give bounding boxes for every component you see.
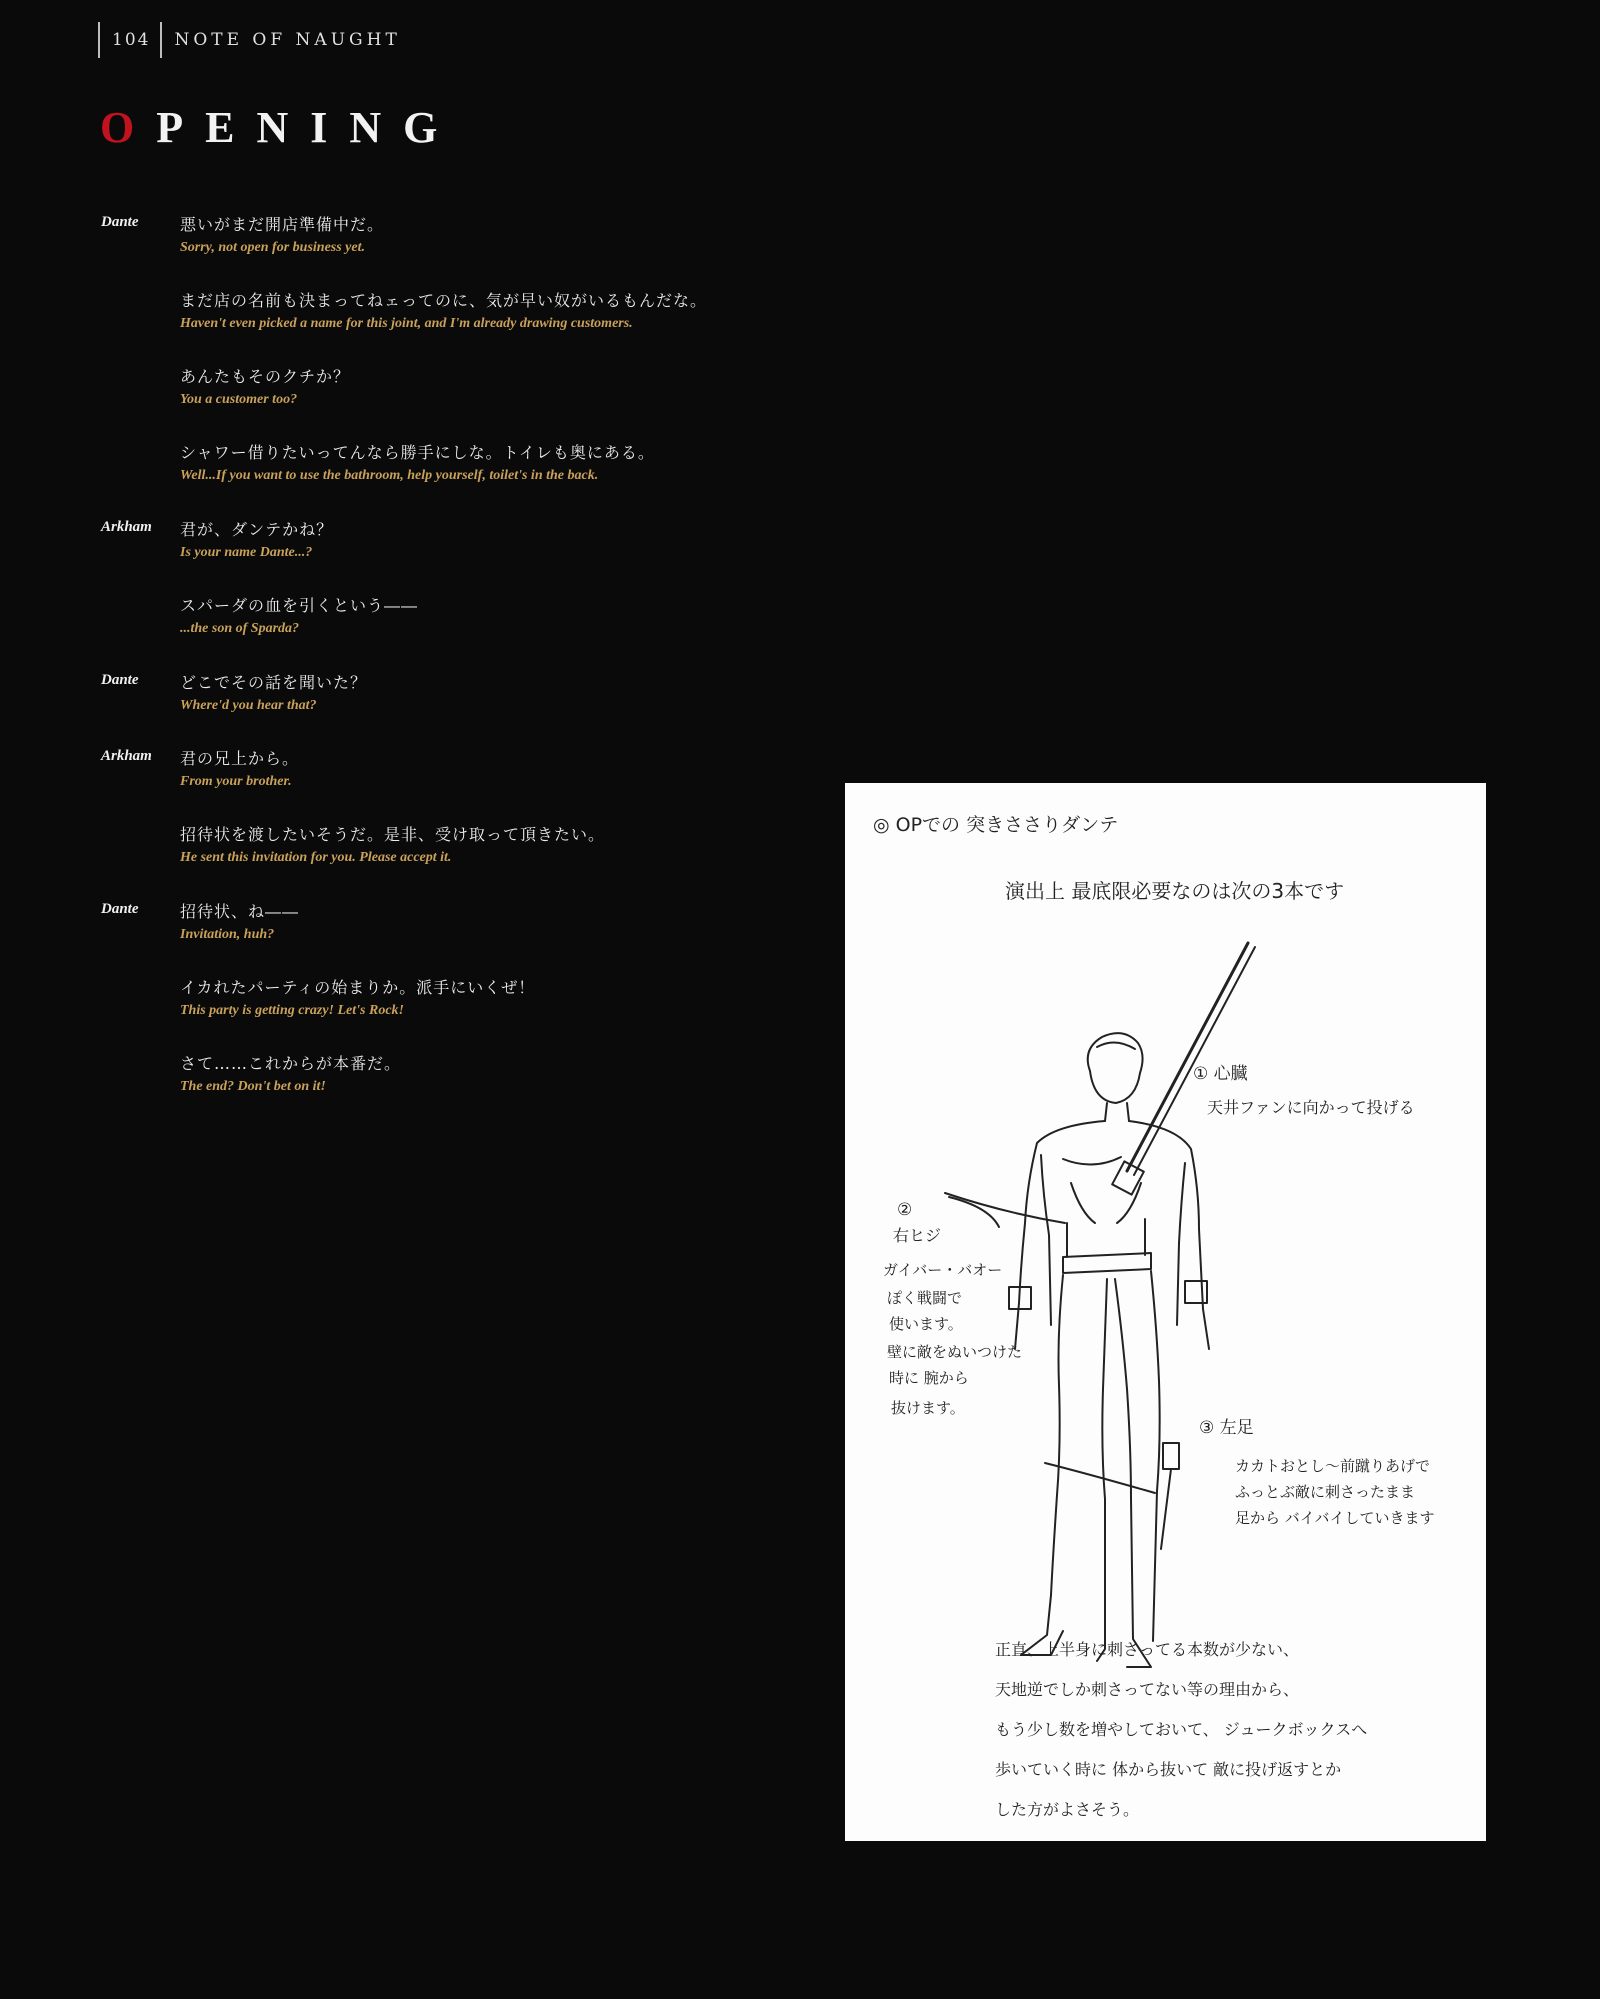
japanese-line: さて……これからが本番だ。 [180,1054,402,1073]
english-line: The end? Don't bet on it! [180,1079,326,1094]
note-2-line: 時に 腕から [889,1369,969,1387]
japanese-line: 招待状を渡したいそうだ。是非、受け取って頂きたい。 [180,825,606,844]
sketch-subtitle: 演出上 最底限必要なのは次の3本です [1005,879,1345,903]
note-1-body: 天井ファンに向かって投げる [1207,1098,1415,1117]
footer-note-line: 天地逆でしか刺さってない等の理由から、 [995,1680,1300,1699]
note-2-line: 右ヒジ [893,1226,942,1245]
speaker-name: Dante [101,214,139,230]
japanese-line: 招待状、ね―― [180,902,300,921]
page-number: 104 [112,30,151,50]
note-2-line: 壁に敵をぬいつけた [887,1343,1023,1361]
speaker-name: Arkham [101,748,152,764]
note-3-line: カカトおとし～前蹴りあげで [1235,1457,1431,1475]
note-3-line: ふっとぶ敵に刺さったまま [1235,1483,1416,1501]
japanese-line: あんたもそのクチか？ [180,367,351,386]
english-line: From your brother. [180,774,292,789]
japanese-line: まだ店の名前も決まってねェってのに、気が早い奴がいるもんだな。 [180,291,708,310]
footer-note-line: 歩いていく時に 体から抜いて 敵に投げ返すとか [995,1760,1342,1779]
section-title-initial: O [100,103,157,152]
footer-note-line: 正直、上半身に刺さってる本数が少ない、 [995,1640,1300,1659]
note-2-line: 使います。 [889,1315,963,1333]
japanese-line: シャワー借りたいってんなら勝手にしな。トイレも奥にある。 [180,443,655,462]
japanese-line: 君が、ダンテかね？ [180,520,334,539]
note-2-line: 抜けます。 [891,1399,965,1417]
speaker-name: Dante [101,901,139,917]
sketch-title: ◎ OPでの 突きささりダンテ [873,814,1119,836]
sketch-footer-notes [995,1640,1367,1819]
japanese-line: イカれたパーティの始まりか。派手にいくぜ！ [180,978,536,997]
english-line: He sent this invitation for you. Please accept it. [180,850,452,865]
english-line: This party is getting crazy! Let's Rock! [180,1003,404,1018]
speaker-name: Arkham [101,519,152,535]
note-2-line: ぽく戦闘で [887,1289,963,1307]
sketch-drawing [845,783,1486,1841]
english-line: Is your name Dante...? [180,545,313,560]
english-line: Haven't even picked a name for this joint, and I'm already drawing customers. [180,316,633,331]
japanese-line: スパーダの血を引くという―― [180,596,419,615]
english-line: Invitation, huh? [180,927,275,942]
english-line: ...the son of Sparda? [180,621,300,636]
note-3 [1199,1418,1434,1527]
concept-sketch-sheet [845,783,1486,1841]
note-2-line: ガイバー・バオー [883,1261,1003,1279]
footer-note-line: もう少し数を増やしておいて、 ジュークボックスへ [995,1720,1368,1739]
japanese-line: 君の兄上から。 [180,749,300,768]
japanese-line: 悪いがまだ開店準備中だ。 [180,215,385,234]
footer-note-line: した方がよさそう。 [995,1800,1140,1819]
japanese-line: どこでその話を聞いた？ [180,673,368,692]
english-line: You a customer too? [180,392,298,407]
section-title [100,102,459,153]
english-line: Where'd you hear that? [180,698,317,713]
note-2-heading: ② [897,1200,913,1220]
dante-figure-drawing [945,943,1255,1667]
note-2 [883,1200,1022,1417]
section-title-rest: PENING [156,103,460,152]
note-1-heading: ① 心臓 [1193,1064,1248,1084]
english-line: Sorry, not open for business yet. [180,240,366,255]
page-header [98,22,401,58]
book-title: NOTE OF NAUGHT [174,30,401,50]
english-line: Well...If you want to use the bathroom, help yourself, toilet's in the back. [180,468,599,483]
note-3-line: 足から バイバイしていきます [1235,1509,1435,1527]
note-3-heading: ③ 左足 [1199,1418,1254,1438]
speaker-name: Dante [101,672,139,688]
